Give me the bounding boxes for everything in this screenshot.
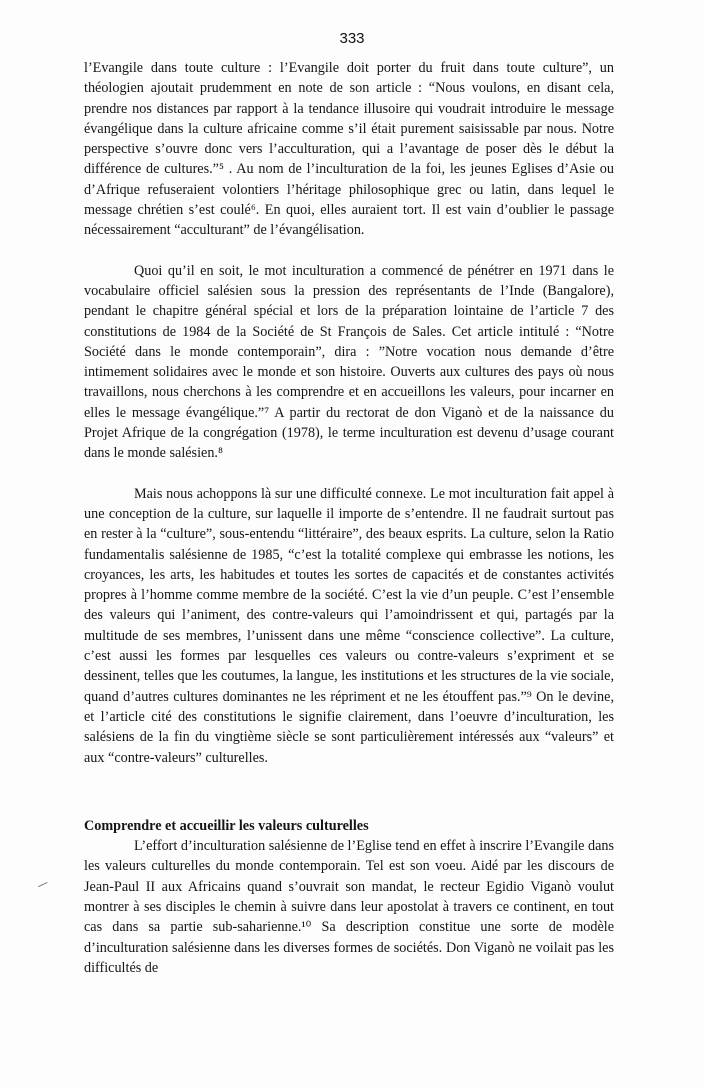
- body-text: [84, 58, 614, 978]
- section-heading: Comprendre et accueillir les valeurs culturelles: [84, 817, 369, 834]
- paragraph-1: l’Evangile dans toute culture : l’Evangile doit porter du fruit dans toute culture”, un théologien ajoutait prudemment en note de son article : “Nous voulons, en disant cela, prendre nos distances par rapport à la tendance illusoire qui voudrait introduire le message évangélique dans la culture africaine comme s’il était purement saisissable par nous. Notre perspective s’ouvre donc vers l’acculturation, qui a l’avantage de poser dès le début la différence de cultures.”⁵ . Au nom de l’inculturation de la foi, les jeunes Eglises d’Asie ou d’Afrique refuseraient volontiers l’héritage philosophique grec ou latin, dans lequel le message chrétien s’est coulé⁶. En quoi, elles auraient tort. Il est vain d’oublier le passage nécessairement “acculturant” de l’évangélisation.: [84, 60, 614, 239]
- paragraph-2: Quoi qu’il en soit, le mot inculturation a commencé de pénétrer en 1971 dans le vocabulaire officiel salésien sous la pression des représentants de l’Inde (Bangalore), pendant le chapitre général spécial et lors de la préparation lointaine de l’article 7 des constitutions de 1984 de la Société de St François de Sales. Cet article intitulé : “Notre Société dans le monde contemporain”, dira : ”Notre vocation nous demande d’être intimement solidaires avec le monde et son histoire. Ouverts aux cultures des pays où nous travaillons, nous cherchons à les comprendre et en accueillons les valeurs, pour incarner en elles le message évangélique.”⁷ A partir du rectorat de don Viganò et de la naissance du Projet Afrique de la congrégation (1978), le terme inculturation est devenu d’usage courant dans le monde salésien.⁸: [84, 262, 614, 462]
- paragraph-4: L’effort d’inculturation salésienne de l’Eglise tend en effet à inscrire l’Evangile dans les valeurs culturelles du monde contemporain. Tel est son voeu. Aidé par les discours de Jean-Paul II aux Africains quand s’ouvrait son mandat, le recteur Egidio Viganò voulut montrer à ses disciples le chemin à suivre dans leur apostolat à travers ce continent, en tout cas dans sa partie sub-saharienne.¹⁰ Sa description constitue une sorte de modèle d’inculturation salésienne dans les diverses formes de sociétés. Don Viganò ne voilait pas les difficultés de: [84, 838, 614, 976]
- paragraph-3: Mais nous achoppons là sur une difficulté connexe. Le mot inculturation fait appel à une conception de la culture, sur laquelle il importe de s’entendre. Il ne faudrait surtout pas en rester à la “culture”, sous-entendu “littéraire”, des beaux esprits. La culture, selon la Ratio fundamentalis salésienne de 1985, “c’est la totalité complexe qui embrasse les notions, les croyances, les arts, les habitudes et toutes les sortes de capacités et de constantes activités propres à l’homme comme membre de la société. C’est la vie d’un peuple. C’est l’ensemble des valeurs qui l’animent, des contre-valeurs qui l’amoindrissent et qui, partagés par la multitude de ses membres, l’unissent dans une même “conscience collective”. La culture, c’est aussi les formes par lesquelles ces valeurs ou contre-valeurs s’expriment et se dessinent, telles que les coutumes, la langue, les institutions et les structures de la vie sociale, quand d’autres cultures dominantes ne les répriment et ne les étouffent pas.”⁹ On le devine, et l’article cité des constitutions le signifie clairement, dans l’oeuvre d’inculturation, les salésiens de la fin du vingtième siècle se sont particulièrement intéressés aux “valeurs” et aux “contre-valeurs” culturelles.: [84, 485, 614, 766]
- page-number: 333: [339, 30, 365, 47]
- margin-pencil-mark: [38, 882, 48, 888]
